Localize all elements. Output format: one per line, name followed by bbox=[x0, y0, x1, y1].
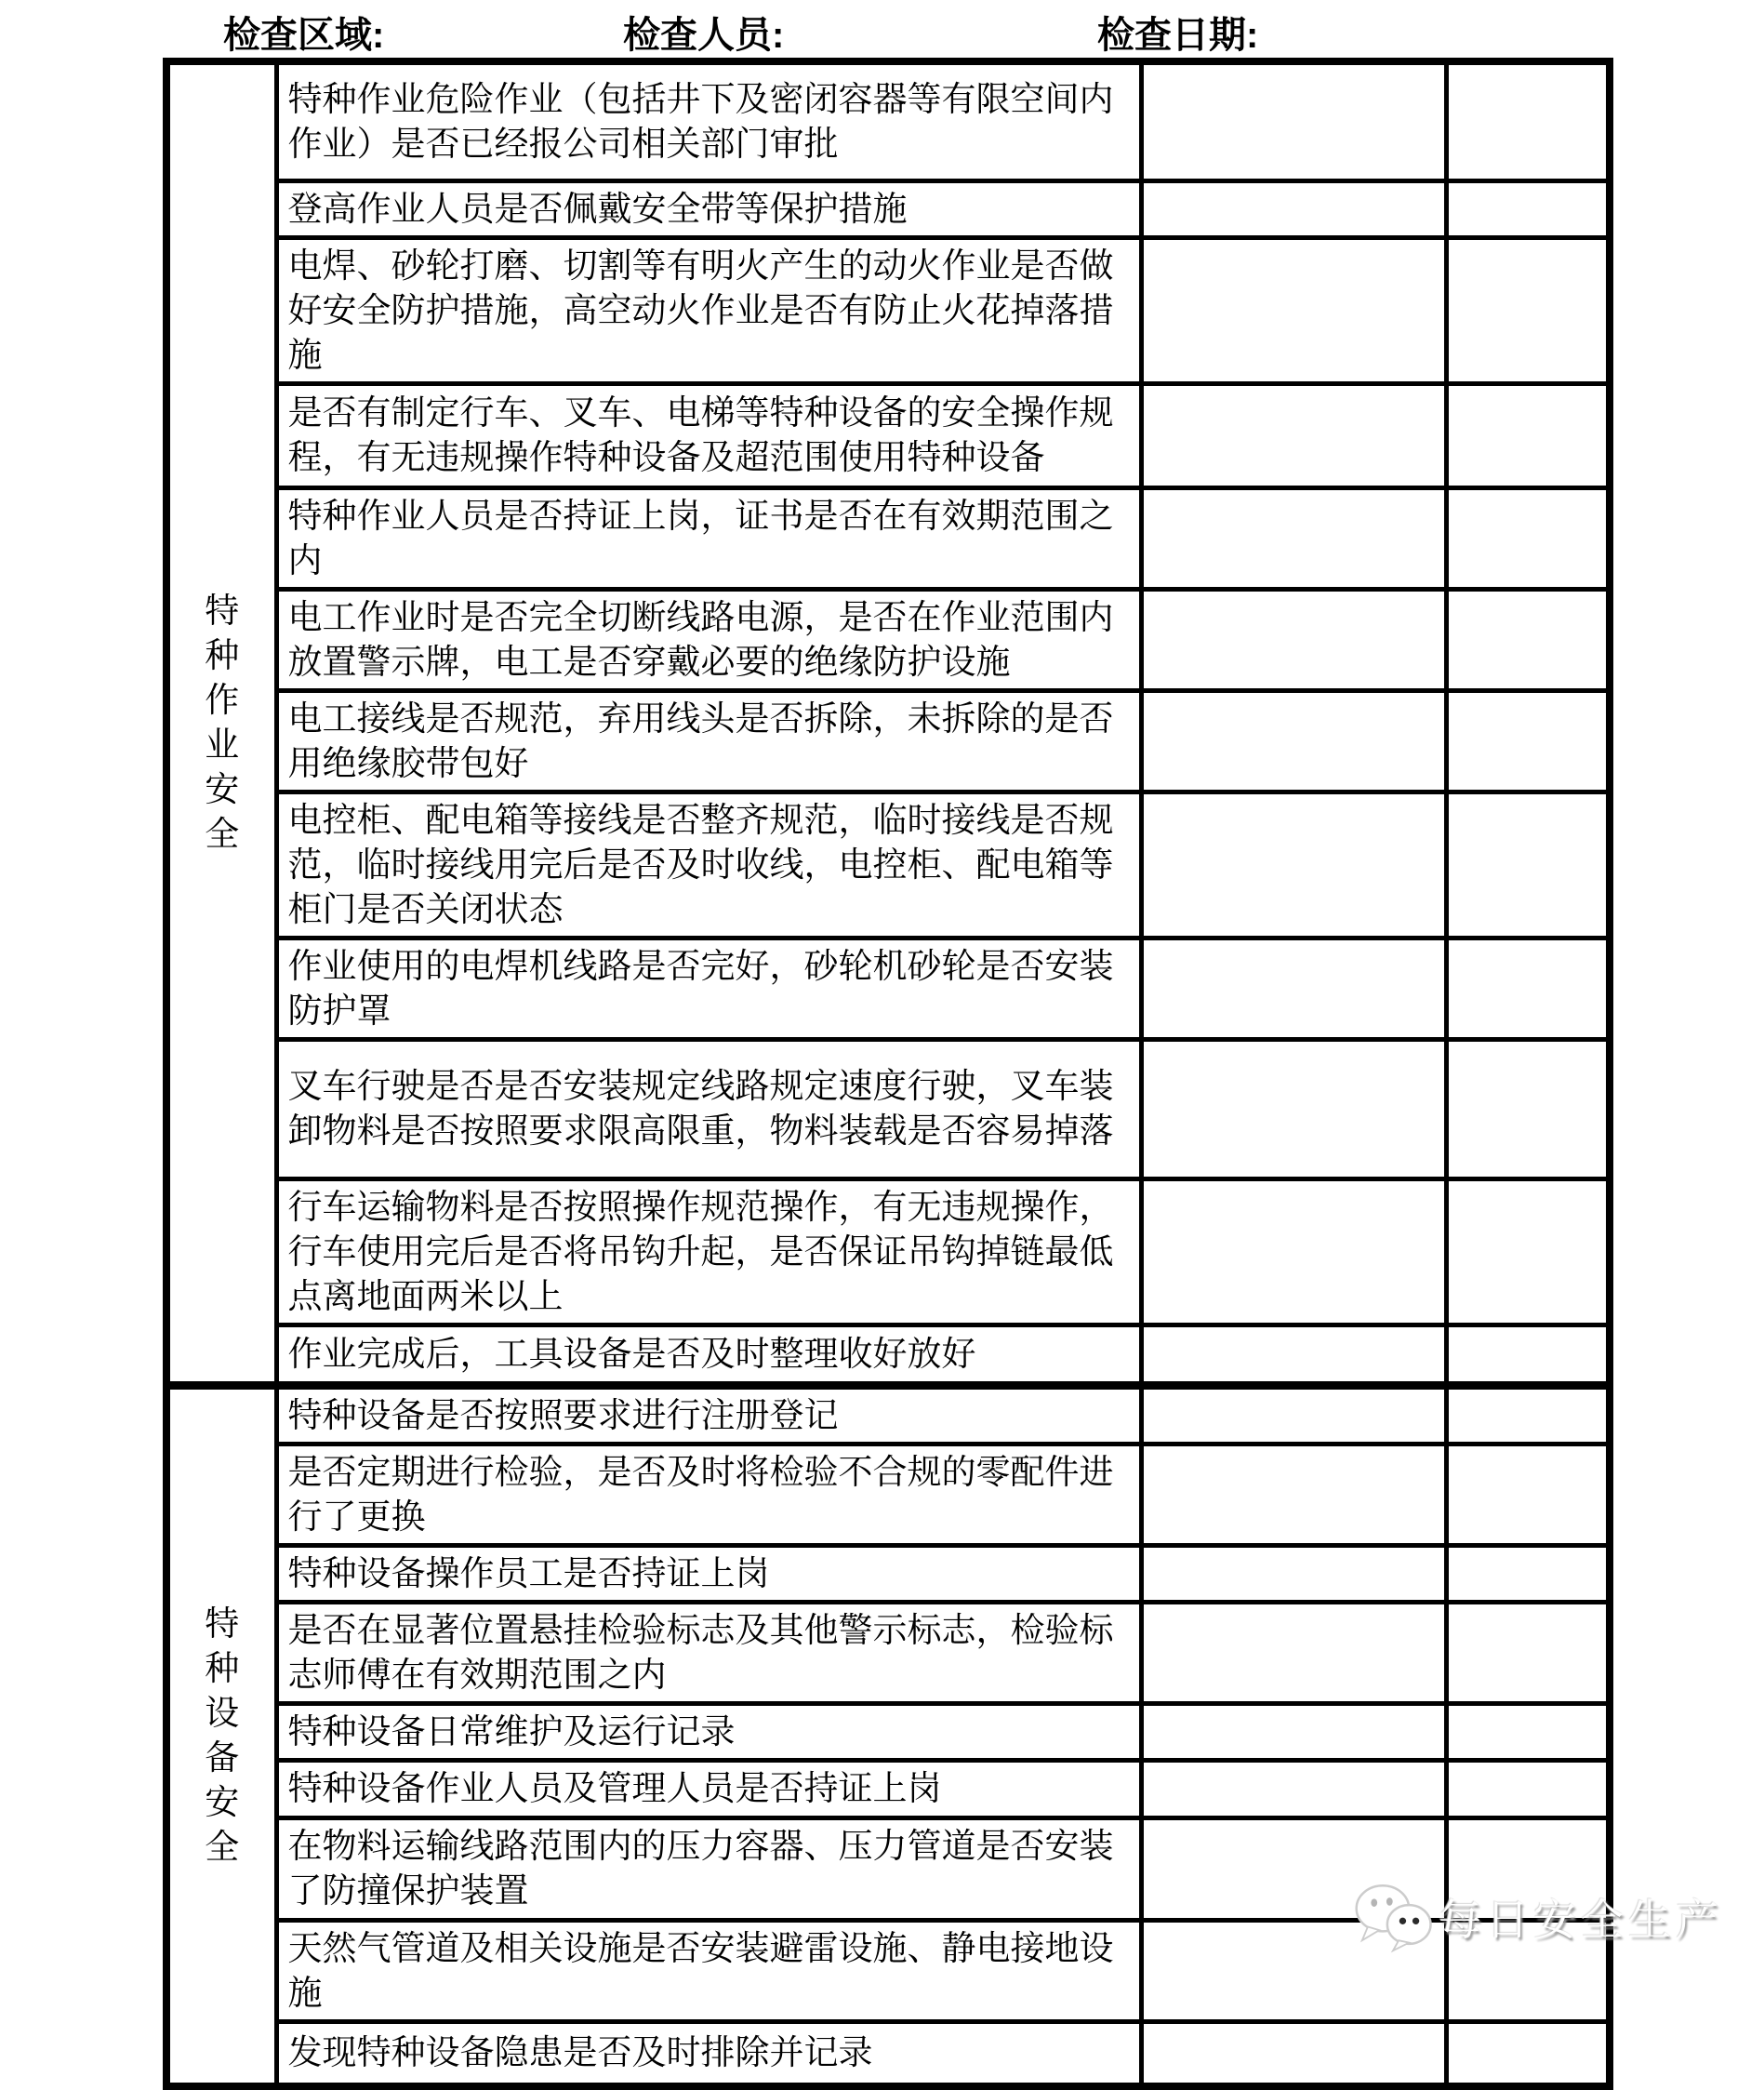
remark-cell[interactable] bbox=[1446, 690, 1610, 792]
table-row bbox=[166, 1444, 1610, 1545]
remark-cell[interactable] bbox=[1446, 237, 1610, 383]
checklist-item-text: 电工作业时是否完全切断线路电源，是否在作业范围内放置警示牌，电工是否穿戴必要的绝缘防护设施 bbox=[276, 589, 1141, 690]
table-row bbox=[166, 1325, 1610, 1385]
table-row bbox=[166, 2021, 1610, 2086]
result-cell[interactable] bbox=[1141, 589, 1446, 690]
table-row bbox=[166, 383, 1610, 487]
checklist-item-text: 作业完成后，工具设备是否及时整理收好放好 bbox=[276, 1325, 1141, 1385]
result-cell[interactable] bbox=[1141, 1039, 1446, 1178]
result-cell[interactable] bbox=[1141, 690, 1446, 792]
remark-cell[interactable] bbox=[1446, 589, 1610, 690]
remark-cell[interactable] bbox=[1446, 1178, 1610, 1325]
result-cell[interactable] bbox=[1141, 237, 1446, 383]
checklist-item-text: 天然气管道及相关设施是否安装避雷设施、静电接地设施 bbox=[276, 1920, 1141, 2021]
checklist-item-text: 特种设备操作员工是否持证上岗 bbox=[276, 1545, 1141, 1602]
result-cell[interactable] bbox=[1141, 1602, 1446, 1703]
remark-cell[interactable] bbox=[1446, 180, 1610, 237]
table-row bbox=[166, 1703, 1610, 1760]
checklist-item-text: 是否定期进行检验，是否及时将检验不合规的零配件进行了更换 bbox=[276, 1444, 1141, 1545]
remark-cell[interactable] bbox=[1446, 1039, 1610, 1178]
table-row bbox=[166, 487, 1610, 589]
table-row bbox=[166, 938, 1610, 1039]
inspection-area-label: 检查区域: bbox=[223, 15, 385, 56]
result-cell[interactable] bbox=[1141, 938, 1446, 1039]
checklist-item-text: 电工接线是否规范，弃用线头是否拆除，未拆除的是否用绝缘胶带包好 bbox=[276, 690, 1141, 792]
table-row bbox=[166, 1178, 1610, 1325]
result-cell[interactable] bbox=[1141, 1703, 1446, 1760]
remark-cell[interactable] bbox=[1446, 1385, 1610, 1444]
wechat-icon bbox=[1353, 1881, 1433, 1953]
result-cell[interactable] bbox=[1141, 487, 1446, 589]
checklist-item-text: 是否有制定行车、叉车、电梯等特种设备的安全操作规程，有无违规操作特种设备及超范围使用特种设备 bbox=[276, 383, 1141, 487]
table-row bbox=[166, 1039, 1610, 1178]
table-row bbox=[166, 180, 1610, 237]
watermark-text: 每日安全生产 bbox=[1439, 1896, 1723, 1944]
remark-cell[interactable] bbox=[1446, 2021, 1610, 2086]
page-header bbox=[0, 6, 1764, 58]
remark-cell[interactable] bbox=[1446, 1325, 1610, 1385]
remark-cell[interactable] bbox=[1446, 487, 1610, 589]
checklist-item-text: 登高作业人员是否佩戴安全带等保护措施 bbox=[276, 180, 1141, 237]
category-label: 特种设备安全 bbox=[205, 1604, 240, 1867]
result-cell[interactable] bbox=[1141, 1545, 1446, 1602]
table-row bbox=[166, 1385, 1610, 1444]
result-cell[interactable] bbox=[1141, 1444, 1446, 1545]
checklist-item-text: 特种作业人员是否持证上岗，证书是否在有效期范围之内 bbox=[276, 487, 1141, 589]
result-cell[interactable] bbox=[1141, 1178, 1446, 1325]
result-cell[interactable] bbox=[1141, 1760, 1446, 1817]
checklist-item-text: 行车运输物料是否按照操作规范操作，有无违规操作，行车使用完后是否将吊钩升起，是否保证吊钩掉链最低点离地面两米以上 bbox=[276, 1178, 1141, 1325]
checklist-item-text: 特种设备作业人员及管理人员是否持证上岗 bbox=[276, 1760, 1141, 1817]
checklist-item-text: 特种设备日常维护及运行记录 bbox=[276, 1703, 1141, 1760]
result-cell[interactable] bbox=[1141, 61, 1446, 180]
category-cell-special-equipment bbox=[166, 1385, 276, 2086]
inspector-label: 检查人员: bbox=[623, 15, 785, 56]
table-row bbox=[166, 1602, 1610, 1703]
checklist-item-text: 电焊、砂轮打磨、切割等有明火产生的动火作业是否做好安全防护措施，高空动火作业是否有防止火花掉落措施 bbox=[276, 237, 1141, 383]
table-row bbox=[166, 1760, 1610, 1817]
checklist-item-text: 叉车行驶是否是否安装规定线路规定速度行驶，叉车装卸物料是否按照要求限高限重，物料装载是否容易掉落 bbox=[276, 1039, 1141, 1178]
remark-cell[interactable] bbox=[1446, 61, 1610, 180]
table-row bbox=[166, 792, 1610, 938]
table-row bbox=[166, 690, 1610, 792]
remark-cell[interactable] bbox=[1446, 1602, 1610, 1703]
remark-cell[interactable] bbox=[1446, 1760, 1610, 1817]
checklist-item-text: 是否在显著位置悬挂检验标志及其他警示标志，检验标志师傅在有效期范围之内 bbox=[276, 1602, 1141, 1703]
remark-cell[interactable] bbox=[1446, 1545, 1610, 1602]
result-cell[interactable] bbox=[1141, 383, 1446, 487]
result-cell[interactable] bbox=[1141, 2021, 1446, 2086]
category-cell-special-operations bbox=[166, 61, 276, 1385]
checklist-item-text: 作业使用的电焊机线路是否完好，砂轮机砂轮是否安装防护罩 bbox=[276, 938, 1141, 1039]
remark-cell[interactable] bbox=[1446, 792, 1610, 938]
inspection-table bbox=[163, 58, 1613, 2090]
inspection-date-label: 检查日期: bbox=[1097, 15, 1259, 56]
result-cell[interactable] bbox=[1141, 180, 1446, 237]
remark-cell[interactable] bbox=[1446, 1703, 1610, 1760]
category-label: 特种作业安全 bbox=[205, 592, 240, 854]
table-row bbox=[166, 237, 1610, 383]
remark-cell[interactable] bbox=[1446, 1444, 1610, 1545]
result-cell[interactable] bbox=[1141, 792, 1446, 938]
checklist-item-text: 特种设备是否按照要求进行注册登记 bbox=[276, 1385, 1141, 1444]
remark-cell[interactable] bbox=[1446, 938, 1610, 1039]
checklist-item-text: 特种作业危险作业（包括井下及密闭容器等有限空间内作业）是否已经报公司相关部门审批 bbox=[276, 61, 1141, 180]
watermark bbox=[1353, 1881, 1723, 1953]
result-cell[interactable] bbox=[1141, 1325, 1446, 1385]
checklist-item-text: 发现特种设备隐患是否及时排除并记录 bbox=[276, 2021, 1141, 2086]
remark-cell[interactable] bbox=[1446, 383, 1610, 487]
table-row bbox=[166, 589, 1610, 690]
table-row bbox=[166, 61, 1610, 180]
checklist-item-text: 电控柜、配电箱等接线是否整齐规范，临时接线是否规范，临时接线用完后是否及时收线，电控柜、配电箱等柜门是否关闭状态 bbox=[276, 792, 1141, 938]
checklist-item-text: 在物料运输线路范围内的压力容器、压力管道是否安装了防撞保护装置 bbox=[276, 1817, 1141, 1920]
result-cell[interactable] bbox=[1141, 1385, 1446, 1444]
table-row bbox=[166, 1545, 1610, 1602]
